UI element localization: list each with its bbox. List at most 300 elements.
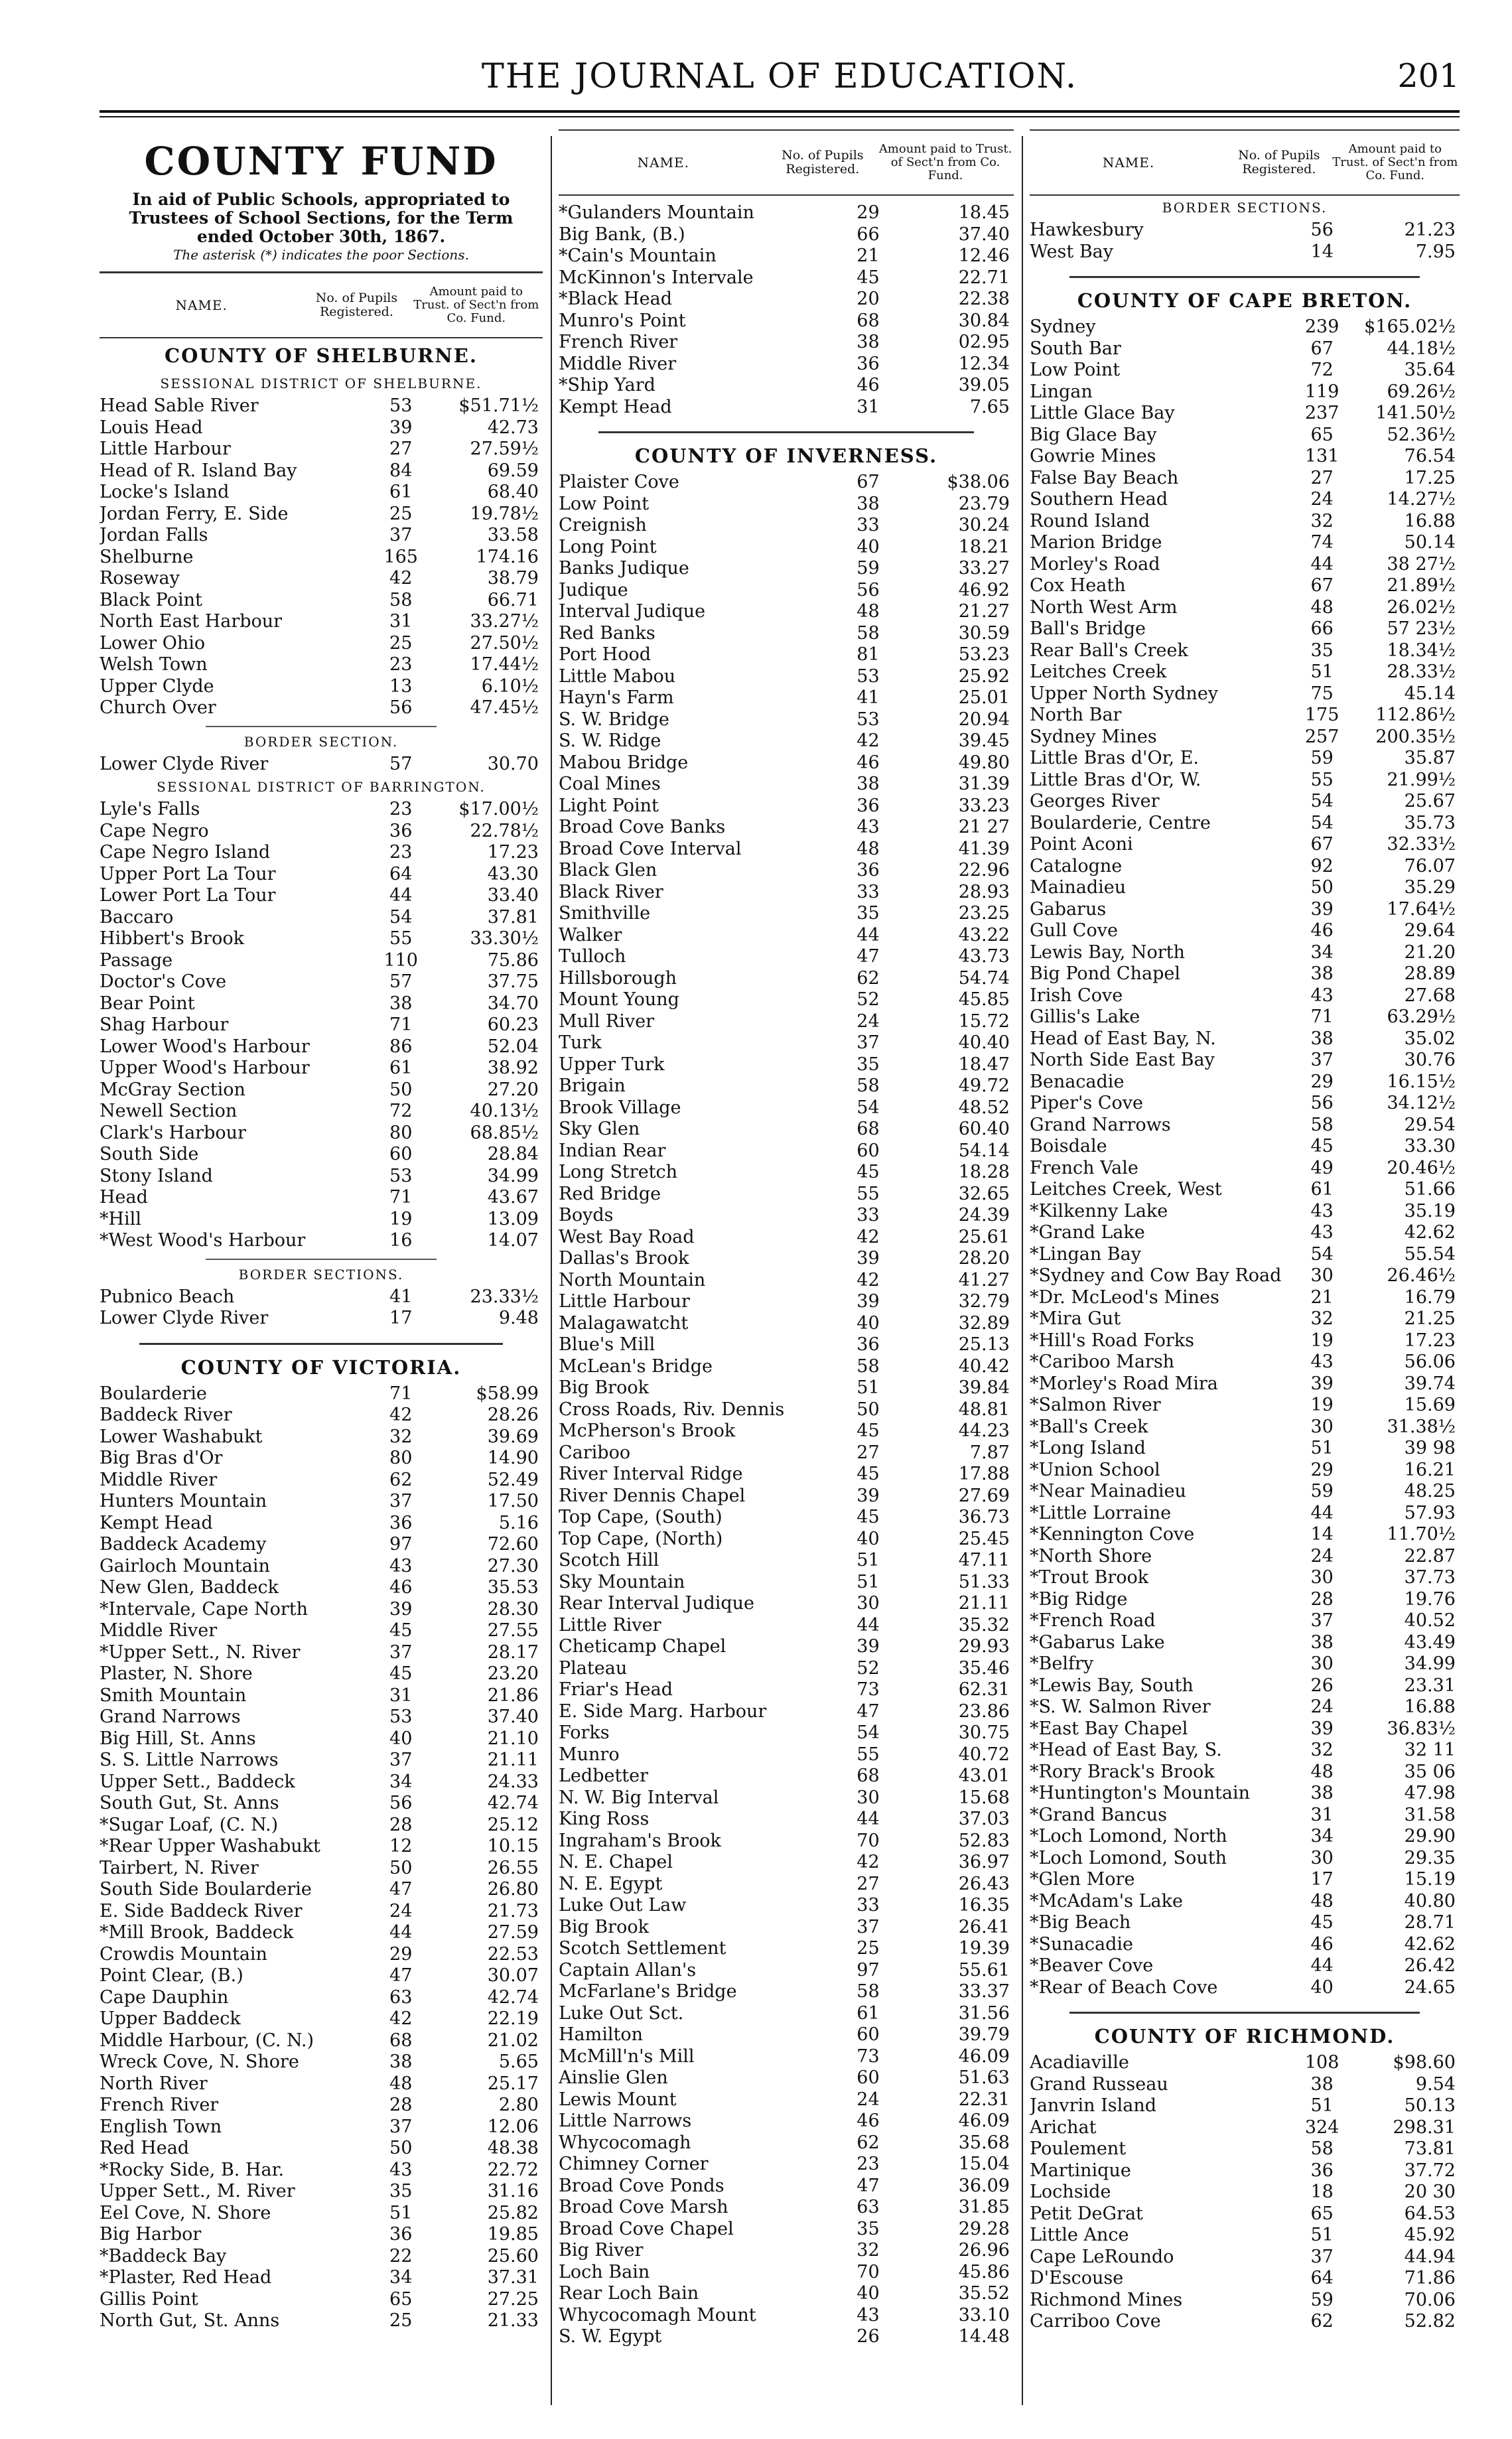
table-row [100,2138,543,2160]
amount-paid: 19.39 [958,1938,1010,1959]
border-sections-title: BORDER SECTIONS. [206,1259,437,1287]
pupils-count: 62 [857,2132,880,2153]
amount-paid: 42.62 [1404,1933,1456,1955]
section-name: River Interval Ridge [559,1464,743,1484]
pupils-count: 50 [389,1079,413,1100]
section-name: E. Side Baddeck River [100,1900,303,1921]
pupils-count: 70 [857,1830,880,1851]
table-row [1030,1934,1460,1956]
table-row [1030,1589,1460,1611]
table-row [559,1722,1014,1744]
pupils-count: 33 [857,1895,880,1916]
section-name: Wreck Cove, N. Shore [100,2052,299,2072]
section-name: *Lingan Bay [1030,1243,1141,1265]
pupils-count: 45 [857,1162,880,1182]
pupils-count: 23 [389,799,413,819]
table-row [559,1917,1014,1939]
amount-paid: 70.06 [1404,2289,1456,2310]
table-row [1030,662,1460,683]
section-name: D'Escouse [1030,2268,1124,2288]
amount-paid: 22.53 [487,1943,539,1965]
pupils-count: 54 [1310,812,1334,833]
section-name: Boyds [559,1205,614,1225]
amount-paid: 27.69 [958,1485,1010,1506]
amount-paid: 44.94 [1404,2246,1456,2267]
amount-paid: 46.09 [958,2046,1010,2067]
pupils-count: 33 [857,881,880,902]
pupils-count: 80 [389,1448,413,1468]
amount-paid: 12.06 [487,2116,539,2137]
amount-paid: 28.30 [487,1598,539,1620]
table-row [559,1658,1014,1680]
amount-paid: 12.46 [958,245,1010,266]
table-row [1030,856,1460,878]
section-name: Grand Narrows [100,1707,241,1727]
table-row [559,2326,1014,2348]
pupils-count: 39 [1310,1373,1334,1394]
amount-paid: 24.39 [958,1205,1010,1225]
amount-paid: 22.78½ [470,820,539,841]
section-name: Munro [559,1744,620,1765]
pupils-count: 131 [1304,446,1340,466]
amount-paid: 35.73 [1404,812,1456,833]
table-row [100,1728,543,1750]
table-row [1030,2203,1460,2225]
table-row [559,623,1014,645]
amount-paid: 21.33 [487,2310,539,2331]
amount-paid: 57 23½ [1387,618,1456,639]
pupils-count: 26 [857,2326,880,2347]
table-row [559,354,1014,376]
pupils-count: 110 [383,949,418,971]
pupils-count: 40 [389,1728,413,1749]
section-name: Head of R. Island Bay [100,460,297,481]
section-name: Big Hill, St. Anns [100,1728,256,1749]
pupils-count: 21 [857,245,880,266]
amount-paid: 35.32 [958,1614,1010,1636]
pupils-count: 73 [857,2046,880,2067]
section-name: *Belfry [1030,1653,1094,1674]
table-row [559,1227,1014,1249]
table-row [1030,748,1460,770]
table-row [559,332,1014,354]
amount-paid: 31.85 [958,2197,1010,2217]
pupils-count: 37 [389,1491,413,1511]
section-name: French Vale [1030,1157,1138,1178]
pupils-count: 58 [1310,2138,1334,2159]
section-name: Petit DeGrat [1030,2203,1143,2224]
amount-paid: 37.81 [487,906,539,928]
amount-paid: 21 27 [958,817,1010,837]
table-row [1030,2182,1460,2203]
table-row [1030,1610,1460,1632]
pupils-count: 56 [1310,220,1334,240]
amount-paid: 76.07 [1404,855,1456,876]
section-name: French River [100,2095,219,2115]
table-row [100,971,543,993]
table-row [1030,2052,1460,2074]
section-name: Upper North Sydney [1030,683,1219,704]
section-name: Rear Interval Judique [559,1593,755,1614]
pupils-count: 65 [1310,2203,1334,2224]
pupils-count: 58 [857,1356,880,1377]
amount-paid: 35.64 [1404,360,1456,380]
amount-paid: 33.27½ [470,611,539,632]
amount-paid: 37.40 [487,1707,539,1727]
amount-paid: $165.02½ [1364,316,1456,337]
table-row [1030,1546,1460,1568]
table-row [100,1642,543,1664]
section-name: Lyle's Falls [100,799,200,819]
section-name: *Hill [100,1208,141,1229]
section-name: Big Brook [559,1377,649,1398]
pupils-count: 42 [857,1852,880,1872]
section-name: Grand Russeau [1030,2073,1168,2095]
pupils-count: 72 [1310,360,1334,380]
amount-paid: 26.80 [487,1879,539,1900]
section-name: Jordan Falls [100,525,208,545]
amount-paid: 75.86 [487,949,539,971]
table-row [100,504,543,525]
amount-paid: 27.55 [487,1620,539,1641]
section-name: *Mira Gut [1030,1308,1121,1329]
table-row [559,1054,1014,1076]
section-name: Church Over [100,697,216,718]
amount-paid: 26.96 [958,2240,1010,2261]
section-name: E. Side Marg. Harbour [559,1701,767,1722]
pupils-count: 25 [389,632,413,654]
pupils-count: 119 [1304,381,1340,402]
table-row [100,2246,543,2268]
pupils-count: 29 [389,1943,413,1965]
header-pupils: No. of Pupils Registered. [315,291,398,319]
amount-paid: 16.88 [1404,1697,1456,1717]
amount-paid: 27.25 [487,2288,539,2310]
pupils-count: 24 [1310,1545,1334,1567]
table-row [100,1577,543,1599]
amount-paid: 298.31 [1393,2117,1456,2138]
pupils-count: 36 [857,353,880,374]
amount-paid: 17.23 [1404,1330,1456,1351]
amount-paid: 35.87 [1404,748,1456,768]
table-row [100,1707,543,1728]
amount-paid: 34.70 [487,993,539,1014]
pupils-count: 29 [1310,1459,1334,1480]
section-name: Sky Glen [559,1119,640,1139]
pupils-count: 51 [1310,1438,1334,1458]
section-name: Georges River [1030,791,1160,811]
section-name: Catalogne [1030,855,1123,876]
table-row [100,1815,543,1837]
pupils-count: 60 [857,2024,880,2045]
pupils-count: 19 [389,1208,413,1229]
table-row [1030,1869,1460,1891]
section-name: Upper Wood's Harbour [100,1058,310,1078]
table-row [1030,1352,1460,1373]
table-row [100,1080,543,1101]
pupils-count: 64 [389,863,413,884]
section-name: *Upper Sett., N. River [100,1641,301,1663]
amount-paid: 33.10 [958,2304,1010,2326]
amount-paid: 17.23 [487,842,539,863]
amount-paid: 54.74 [958,967,1010,989]
table-row [559,2176,1014,2197]
amount-paid: 27.59½ [470,439,539,459]
amount-paid: 25.61 [958,1226,1010,1247]
section-name: N. E. Chapel [559,1852,673,1872]
pupils-count: 38 [1310,1783,1334,1803]
amount-paid: 33.37 [958,1981,1010,2002]
pupils-count: 43 [1310,1222,1334,1243]
amount-paid: 16.15½ [1387,1071,1456,1092]
table-row [1030,1632,1460,1654]
pupils-count: 17 [1310,1869,1334,1890]
pupils-count: 28 [1310,1588,1334,1610]
pupils-count: 34 [389,2267,413,2288]
section-name: Lower Wood's Harbour [100,1036,310,1057]
amount-paid: 32.33½ [1387,834,1456,855]
pupils-count: 56 [389,1793,413,1813]
table-row [100,1230,543,1252]
pupils-count: 37 [389,525,413,545]
section-name: *Plaster, Red Head [100,2267,272,2288]
section-name: McPherson's Brook [559,1421,736,1441]
section-name: Upper Clyde [100,675,214,697]
amount-paid: 76.54 [1404,446,1456,466]
table-row [100,1879,543,1901]
section-name: Broad Cove Interval [559,838,742,859]
section-name: Kempt Head [559,396,672,417]
amount-paid: 25.17 [487,2073,539,2094]
pupils-count: 46 [857,2111,880,2131]
pupils-count: 35 [857,2218,880,2239]
pupils-count: 51 [857,1377,880,1398]
table-row [559,202,1014,224]
amount-paid: 16.79 [1404,1287,1456,1308]
amount-paid: 9.48 [498,1308,539,1328]
amount-paid: 28.33½ [1387,662,1456,682]
section-name: *Rocky Side, B. Har. [100,2159,285,2180]
amount-paid: 21.86 [487,1685,539,1706]
section-name: Round Island [1030,510,1150,531]
amount-paid: 48.38 [487,2138,539,2158]
pupils-count: 39 [857,1636,880,1657]
shelburne-border-rows [100,754,543,776]
section-name: Leitches Creek, West [1030,1179,1222,1200]
amount-paid: 14.07 [487,1230,539,1251]
county-fund-subtitle: In aid of Public Schools, appropriated to Trustees of School Sections, for the Term ended October 30th, 1867. [129,190,514,246]
pupils-count: 51 [1310,2225,1334,2245]
amount-paid: 32.89 [958,1312,1010,1334]
table-row [559,1486,1014,1507]
pupils-count: 45 [857,1507,880,1527]
section-name: Kempt Head [100,1512,213,1533]
section-name: *Black Head [559,289,673,309]
amount-paid: 33.58 [487,525,539,545]
section-name: Long Point [559,536,657,557]
amount-paid: $51.71½ [458,395,539,416]
pupils-count: 63 [389,1986,413,2008]
amount-paid: $38.06 [947,472,1010,492]
section-name: Southern Head [1030,489,1168,510]
table-row [100,1901,543,1923]
pupils-count: 50 [389,2138,413,2158]
section-name: Creignish [559,515,647,535]
amount-paid: 29.64 [1404,920,1456,941]
table-row [100,1685,543,1707]
amount-paid: $17.00½ [458,799,539,819]
table-row [559,2024,1014,2046]
pupils-count: 56 [389,697,413,718]
pupils-count: 81 [857,644,880,665]
pupils-count: 70 [857,2261,880,2282]
amount-paid: 31.39 [958,774,1010,794]
table-row [559,397,1014,419]
amount-paid: 35.68 [958,2132,1010,2153]
section-name: *East Bay Chapel [1030,1718,1188,1739]
amount-paid: 27.59 [487,1922,539,1943]
amount-paid: 15.04 [958,2154,1010,2174]
table-row [1030,1072,1460,1093]
section-name: Big Brook [559,1916,649,1937]
amount-paid: 39.45 [958,731,1010,751]
amount-paid: 17.50 [487,1491,539,1511]
table-row [100,525,543,547]
pupils-count: 53 [389,395,413,416]
table-row [100,1144,543,1166]
pupils-count: 32 [1310,1308,1334,1329]
amount-paid: 21.11 [958,1593,1010,1614]
pupils-count: 23 [389,654,413,675]
amount-paid: 18.28 [958,1162,1010,1182]
section-name: Hibbert's Brook [100,928,244,949]
table-row [1030,1007,1460,1028]
amount-paid: 40.72 [958,1744,1010,1765]
amount-paid: 21.23 [1404,220,1456,240]
section-name: *Long Island [1030,1438,1146,1458]
pupils-count: 68 [389,2030,413,2051]
table-row [100,654,543,676]
amount-paid: 45.86 [958,2261,1010,2282]
amount-paid: 28.89 [1404,963,1456,984]
section-name: Red Banks [559,622,655,644]
amount-paid: 43.01 [958,1766,1010,1786]
amount-paid: 22.38 [958,289,1010,309]
pupils-count: 31 [389,611,413,632]
table-row [1030,985,1460,1007]
table-row [1030,1179,1460,1201]
pupils-count: 35 [1310,640,1334,661]
table-row [559,1248,1014,1270]
section-name: Luke Out Sct. [559,2002,684,2024]
section-name: New Glen, Baddeck [100,1577,279,1598]
amount-paid: 15.72 [958,1010,1010,1032]
amount-paid: 19.85 [487,2224,539,2245]
table-row [559,1636,1014,1658]
section-name: Hawkesbury [1030,220,1144,240]
section-name: Red Head [100,2138,190,2158]
pupils-count: 57 [389,971,413,992]
amount-paid: 11.70½ [1387,1524,1456,1545]
amount-paid: 40.80 [1404,1890,1456,1912]
pupils-count: 24 [1310,489,1334,510]
table-row [559,882,1014,904]
table-row [100,2117,543,2138]
pupils-count: 48 [1310,1761,1334,1782]
amount-paid: 18.45 [958,202,1010,223]
table-row [1030,1265,1460,1287]
pupils-count: 51 [857,1571,880,1592]
amount-paid: 21.99½ [1387,769,1456,790]
pupils-count: 80 [389,1122,413,1143]
amount-paid: 22.19 [487,2008,539,2029]
pupils-count: 62 [1310,2311,1334,2332]
barrington-rows [100,799,543,1252]
pupils-count: 41 [389,1286,413,1307]
pupils-count: 68 [857,1766,880,1786]
amount-paid: 39.84 [958,1377,1010,1398]
pupils-count: 25 [389,503,413,524]
section-name: Middle River [559,353,677,374]
pupils-count: 24 [857,1010,880,1032]
amount-paid: 39 98 [1404,1438,1456,1458]
section-name: *Trout Brook [1030,1567,1149,1588]
pupils-count: 39 [389,417,413,438]
section-name: Poulement [1030,2138,1127,2159]
table-row [559,1334,1014,1356]
section-name: Turk [559,1032,602,1053]
pupils-count: 45 [857,267,880,288]
table-row [559,687,1014,709]
section-name: Martinique [1030,2160,1131,2181]
section-name: Rear Ball's Creek [1030,640,1188,661]
section-name: Banks Judique [559,558,689,579]
pupils-count: 67 [857,472,880,492]
section-name: *Kilkenny Lake [1030,1200,1168,1221]
table-row [100,2224,543,2246]
section-name: *Rory Brack's Brook [1030,1761,1215,1782]
amount-paid: 39.05 [958,375,1010,395]
table-row [100,417,543,439]
pupils-count: 48 [389,2073,413,2094]
table-row [100,1123,543,1145]
section-name: Baccaro [100,906,174,928]
table-row [100,1209,543,1231]
amount-paid: 34.99 [1404,1653,1456,1674]
section-name: Little Bras d'Or, W. [1030,769,1202,790]
header-amount: Amount paid to Trust. of Sect'n from Co. Fund. [878,142,1012,182]
table-row [100,907,543,929]
pupils-count: 37 [389,1750,413,1770]
amount-paid: 46.09 [958,2111,1010,2131]
table-row [559,1572,1014,1594]
pupils-count: 34 [1310,941,1334,963]
section-name: Little Ance [1030,2225,1129,2245]
table-row [1030,2290,1460,2312]
amount-paid: 6.10½ [481,675,539,697]
table-row [1030,2160,1460,2182]
pupils-count: 61 [389,1058,413,1078]
table-row [100,1987,543,2009]
table-row [1030,1222,1460,1244]
section-name: Ball's Bridge [1030,618,1146,639]
amount-paid: 25.92 [958,665,1010,687]
pupils-count: 37 [857,1916,880,1937]
table-row [1030,2311,1460,2333]
section-name: Welsh Town [100,654,208,675]
section-name: Little Harbour [100,439,231,459]
pupils-count: 64 [1310,2268,1334,2288]
